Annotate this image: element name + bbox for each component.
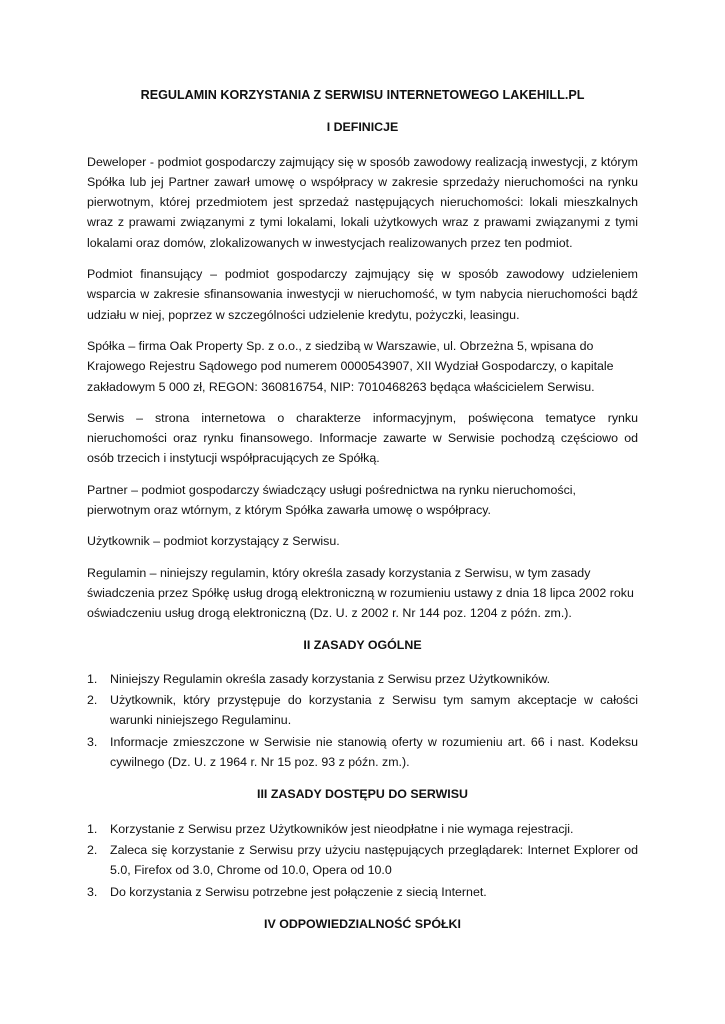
general-rules-list [87,669,638,772]
list-item-text: Użytkownik, który przystępuje do korzystania z Serwisu tym samym akceptacje w całości warunki niniejszego Regulaminu. [110,693,638,728]
list-item [87,690,638,731]
definition-paragraph-spolka: Spółka – firma Oak Property Sp. z o.o., z siedzibą w Warszawie, ul. Obrzeżna 5, wpisana do Krajowego Rejestru Sądowego pod numerem 0000543907, XII Wydział Gospodarczy, o kapitale zakładowym 5 000 zł, REGON: 360816754, NIP: 7010468263 będąca właścicielem Serwisu. [87,338,614,394]
list-item [87,840,638,881]
document-title: REGULAMIN KORZYSTANIA Z SERWISU INTERNETOWEGO LAKEHILL.PL [140,88,585,102]
definition-paragraph-regulamin: Regulamin – niniejszy regulamin, który określa zasady korzystania z Serwisu, w tym zasady świadczenia przez Spółkę usług drogą elektroniczną w rozumieniu ustawy z dnia 18 lipca 2002 roku oświadczeniu usług drogą elektroniczną (Dz. U. z 2002 r. Nr 144 poz. 1204 z późn. zm.). [87,565,634,621]
definition-paragraph-deweloper: Deweloper - podmiot gospodarczy zajmujący się w sposób zawodowy realizacją inwestycji, z którym Spółka lub jej Partner zawarł umowę o współpracy w zakresie sprzedaży nieruchomości na rynku pierwotnym, której przedmiotem jest sprzedaż następujących nieruchomości: lokali mieszkalnych wraz z prawami związanymi z tymi lokalami, lokali użytkowych wraz z prawami związanymi z tymi lokalami oraz domów, zlokalizowanych w inwestycjach realizowanych przez ten podmiot. [87,154,638,250]
list-item-number: 3. [87,734,98,749]
list-item [87,732,638,773]
list-item-text: Zaleca się korzystanie z Serwisu przy użyciu następujących przeglądarek: Internet Explorer od 5.0, Firefox od 3.0, Chrome od 10.0, Opera od 10.0 [110,842,638,878]
list-item-text: Korzystanie z Serwisu przez Użytkowników jest nieodpłatne i nie wymaga rejestracji. [110,821,574,836]
list-item-number: 3. [87,884,98,899]
list-item [87,669,638,689]
list-item-number: 1. [87,821,98,836]
definition-paragraph-podmiot-finansujacy: Podmiot finansujący – podmiot gospodarczy zajmujący się w sposób zawodowy udzieleniem wsparcia w zakresie sfinansowania inwestycji w nieruchomość, w tym nabycia nieruchomości bądź udziału w niej, poprzez w szczególności udzielenie kredytu, pożyczki, leasingu. [87,267,638,322]
list-item-text: Niniejszy Regulamin określa zasady korzystania z Serwisu przez Użytkowników. [110,671,551,686]
definition-paragraph-serwis: Serwis – strona internetowa o charakterze informacyjnym, poświęcona tematyce rynku nieruchomości oraz rynku finansowego. Informacje zawarte w Serwisie pochodzą częściowo od osób trzecich i instytucji współpracujących ze Spółką. [87,410,638,466]
list-item-text: Informacje zmieszczone w Serwisie nie stanowią oferty w rozumieniu art. 66 i nast. Kodeksu cywilnego (Dz. U. z 1964 r. Nr 15 poz. 93 z późn. zm.). [110,734,638,770]
section-heading-definitions: I DEFINICJE [326,120,399,135]
list-item-number: 2. [87,693,98,708]
section-heading-access-rules: III ZASADY DOSTĘPU DO SERWISU [257,787,468,802]
list-item-number: 2. [87,842,98,857]
list-item [87,882,638,902]
section-heading-general-rules: II ZASADY OGÓLNE [303,637,422,652]
access-rules-list [87,819,638,902]
list-item-text: Do korzystania z Serwisu potrzebne jest połączenie z siecią Internet. [110,884,487,899]
list-item [87,819,638,839]
section-heading-company-liability: IV ODPOWIEDZIALNOŚĆ SPÓŁKI [264,916,461,931]
list-item-number: 1. [87,671,98,686]
definition-paragraph-partner: Partner – podmiot gospodarczy świadczący usługi pośrednictwa na rynku nieruchomości, pierwotnym oraz wtórnym, z którym Spółka zawarła umowę o współpracy. [87,482,576,518]
definition-paragraph-uzytkownik: Użytkownik – podmiot korzystający z Serwisu. [87,534,340,549]
